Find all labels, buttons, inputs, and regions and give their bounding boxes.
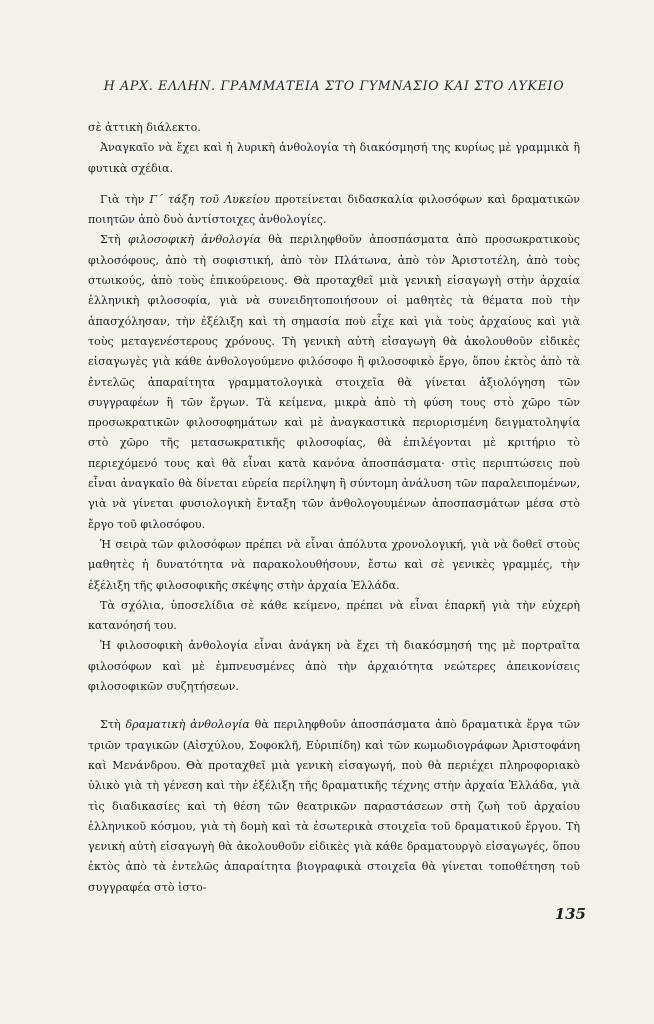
paragraph-4-rest: θὰ περιληφθοῦν ἀποσπάσματα ἀπὸ προσωκρατικοὺς φιλοσόφους, ἀπὸ τὴ σοφιστική, ἀπὸ τὸν Πλάτωνα, ἀπὸ τὸν Ἀριστοτέλη, ἀπὸ τοὺς στωικούς, ἀπὸ τοὺς ἐπικούρειους. Θὰ προταχθεῖ μιὰ γενικὴ εἰσαγωγὴ στὴν ἀρχαία ἑλληνικὴ φιλοσοφία, γιὰ νὰ συνειδητοποιήσουν οἱ μαθητὲς τὰ θέματα ποὺ τὴν ἀπασχόλησαν, τὴν ἐξέλιξη καὶ τὴ σημασία ποὺ εἶχε καὶ γιὰ τοὺς ἀρχαίους καὶ γιὰ τοὺς μεταγενέστερους χρόνους. Τὴ γενικὴ αὐτὴ εἰσαγωγὴ θὰ ἀκολουθοῦν εἰδικὲς εἰσαγωγὲς γιὰ κάθε ἀνθολογούμενο φιλόσοφο ἢ φιλοσοφικὸ ἔργο, ὅπου ἐκτὸς ἀπὸ τὰ ἐντελῶς ἀπαραίτητα γραμματολογικὰ στοιχεῖα θὰ γίνεται ἀξιολόγηση τῶν συγγραφέων ἢ τῶν ἔργων. Τὰ κείμενα, μικρὰ ἀπὸ τὴ φύση τους στὸ χῶρο τῶν προσωκρατικῶν φιλοσοφημάτων καὶ μὲ ἀναγκαστικὰ περιορισμένη δειγματοληψία στὸ χῶρο τῆς μετασωκρατικῆς φιλοσοφίας, θὰ ἐπιλέγονται μὲ κριτήριο τὸ περιεχόμενό τους καὶ θὰ εἶναι κατὰ κανόνα ἀποσπάσματα· στὶς περιπτώσεις ποὺ εἶναι ἀναγκαῖο θὰ δίνεται εὐρεία περίληψη ἢ σύντομη ἀνάλυση τῶν παραλειπομένων, γιὰ νὰ γίνεται φυσιολογικὴ ἔνταξη τῶν ἀνθολογουμένων ἀποσπασμάτων μέσα στὸ ἔργο τοῦ φιλοσόφου.	[88, 233, 580, 531]
paragraph-1: σὲ ἀττικὴ διάλεκτο.	[88, 121, 201, 134]
paragraph-4-emphasis: φιλοσοφικὴ ἀνθολογία	[127, 233, 262, 247]
body-text	[88, 118, 580, 898]
paragraph-8	[88, 715, 580, 898]
paragraph-4	[88, 230, 580, 534]
paragraph-3	[88, 190, 580, 231]
page-number: 135	[554, 905, 586, 923]
paragraph-5: Ἡ σειρὰ τῶν φιλοσόφων πρέπει νὰ εἶναι ἀπόλυτα χρονολογική, γιὰ νὰ δοθεῖ στοὺς μαθητὲς ἡ δυνατότητα νὰ παρακολουθήσουν, ἔστω καὶ σὲ γενικὲς γραμμές, τὴν ἐξέλιξη τῆς φιλοσοφικῆς σκέψης στὴν ἀρχαία Ἑλλάδα.	[88, 537, 580, 592]
paragraph-7: Ἡ φιλοσοφικὴ ἀνθολογία εἶναι ἀνάγκη νὰ ἔχει τὴ διακόσμησή της μὲ πορτραῖτα φιλοσόφων καὶ μὲ ἐμπνευσμένες ἀπὸ τὴν ἀρχαιότητα νεώτερες ἀπεικονίσεις φιλοσοφικῶν συζητήσεων.	[88, 639, 580, 694]
paragraph-3-start: Γιὰ τὴν	[100, 192, 150, 206]
running-head: Η ΑΡΧ. ΕΛΛΗΝ. ΓΡΑΜΜΑΤΕΙΑ ΣΤΟ ΓΥΜΝΑΣΙΟ ΚΑΙ ΣΤΟ ΛΥΚΕΙΟ	[103, 78, 565, 93]
paragraph-3-rest: προτείνεται διδασκαλία φιλοσόφων καὶ δραματικῶν ποιητῶν ἀπὸ δυὸ ἀντίστοιχες ἀνθολογίες.	[88, 192, 580, 227]
paragraph-2: Ἀναγκαῖο νὰ ἔχει καὶ ἡ λυρικὴ ἀνθολογία τὴ διακόσμησή της κυρίως μὲ γραμμικὰ ἢ φυτικὰ σχέδια.	[88, 141, 580, 175]
paragraph-4-start: Στὴ	[100, 233, 128, 247]
paragraph-6: Τὰ σχόλια, ὑποσελίδια σὲ κάθε κείμενο, πρέπει νὰ εἶναι ἐπαρκῆ γιὰ τὴν εὐχερὴ κατανόησή του.	[88, 598, 580, 633]
paragraph-8-emphasis: δραματικὴ ἀνθολογία	[125, 718, 250, 732]
paragraph-8-start: Στὴ	[100, 718, 126, 732]
paragraph-3-emphasis: Γ΄ τάξη τοῦ Λυκείου	[149, 192, 270, 206]
paragraph-8-rest: θὰ περιληφθοῦν ἀποσπάσματα ἀπὸ δραματικὰ ἔργα τῶν τριῶν τραγικῶν (Αἰσχύλου, Σοφοκλῆ, Εὐριπίδη) καὶ τῶν κωμωδιογράφων Ἀριστοφάνη καὶ Μενάνδρου. Θὰ προταχθεῖ μιὰ γενικὴ εἰσαγωγή, ποὺ θὰ περιέχει πληροφοριακὸ ὑλικὸ γιὰ τὴ γένεση καὶ τὴν ἐξέλιξη τῆς δραματικῆς τέχνης στὴν ἀρχαία Ἑλλάδα, γιὰ τὶς διαδικασίες καὶ τὴ θέση τῶν θεατρικῶν παραστάσεων στὴ ζωὴ τοῦ ἀρχαίου ἑλληνικοῦ κόσμου, γιὰ τὴ δομὴ καὶ τὰ ἐσωτερικὰ στοιχεῖα τοῦ δραματικοῦ ἔργου. Τὴ γενικὴ αὐτὴ εἰσαγωγὴ θὰ ἀκολουθοῦν εἰδικὲς γιὰ κάθε δραματουργὸ εἰσαγωγές, ὅπου ἐκτὸς ἀπὸ τὰ ἐντελῶς ἀπαραίτητα βιογραφικὰ στοιχεῖα θὰ γίνεται τοποθέτηση τοῦ συγγραφέα στὸ ἱστο-	[88, 718, 580, 894]
